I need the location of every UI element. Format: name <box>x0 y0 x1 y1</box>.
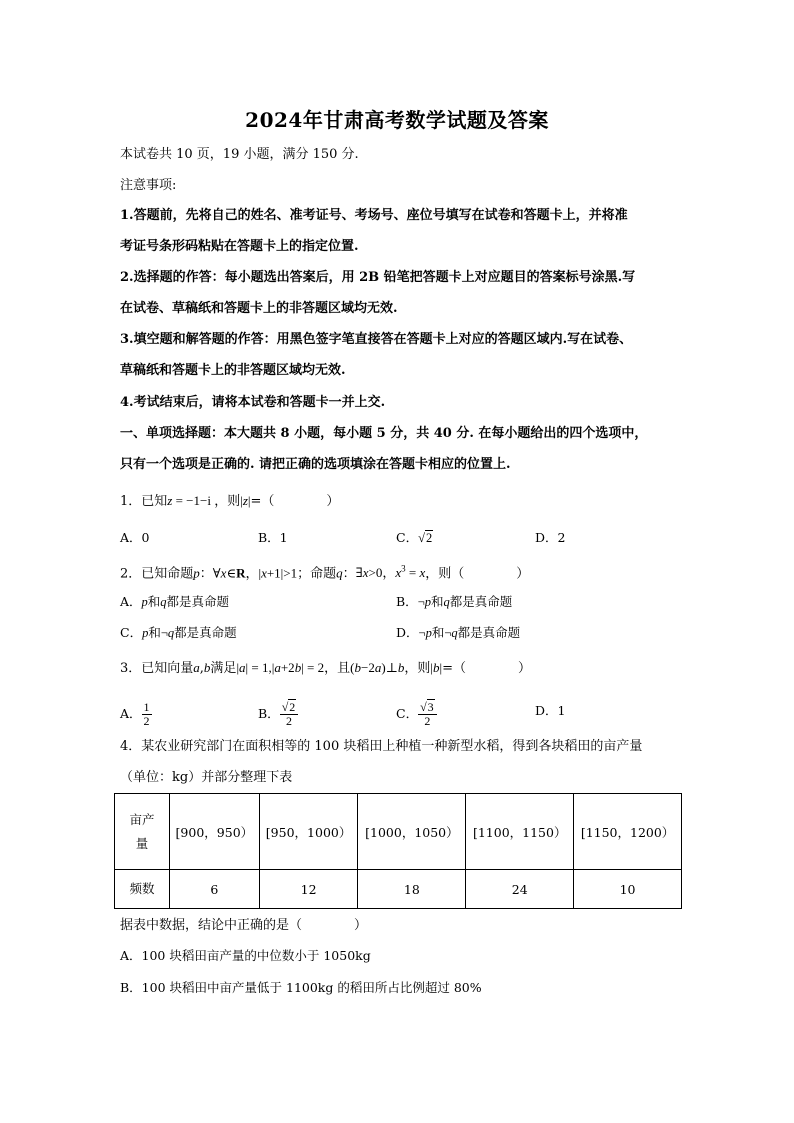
note-line: 考证号条形码粘贴在答题卡上的指定位置. <box>120 239 359 254</box>
question-1-option-c: C．√2 <box>396 530 433 545</box>
table-cell: 10 <box>574 870 682 909</box>
question-1-option-d: D．2 <box>535 530 566 545</box>
intro-text: 本试卷共 10 页，19 小题，满分 150 分. <box>120 147 359 162</box>
question-4-stem: 4．某农业研究部门在面积相等的 100 块稻田上种植一种新型水稻，得到各块稻田的亩产量 <box>120 739 643 754</box>
question-2-option-a: A．p和q都是真命题 <box>120 594 230 609</box>
page-title: 2024年甘肃高考数学试题及答案 <box>245 108 549 132</box>
yield-table <box>114 793 682 909</box>
question-2-stem: 2．已知命题p：∀x∈R，|x+1|>1；命题q：∃x>0，$x^3 = x$，则（ ） <box>120 564 530 582</box>
note-line: 在试卷、草稿纸和答题卡上的非答题区域均无效. <box>120 301 398 316</box>
question-4-option-b: B．100 块稻田中亩产量低于 1100kg 的稻田所占比例超过 80% <box>120 980 482 995</box>
question-3-option-a: A． $\frac{1}{2}$ <box>120 700 150 728</box>
question-1-option-a: A．0 <box>120 530 150 545</box>
section-heading: 一、单项选择题：本大题共 8 小题，每小题 5 分，共 40 分. 在每小题给出的四个选项中， <box>120 426 648 441</box>
section-heading: 只有一个选项是正确的. 请把正确的选项填涂在答题卡相应的位置上. <box>120 457 511 472</box>
question-2-option-b: B．¬p和q都是真命题 <box>396 594 513 609</box>
note-line: 草稿纸和答题卡上的非答题区域均无效. <box>120 363 346 378</box>
question-3-stem: 3．已知向量a,b满足|a| = 1,|a+2b| = 2，且(b−2a)⊥b，则|b|=（ ） <box>120 660 532 676</box>
table-cell: 6 <box>170 870 260 909</box>
table-cell: [1100，1150） <box>466 794 574 870</box>
note-line: 2.选择题的作答：每小题选出答案后，用 2B 铅笔把答题卡上对应题目的答案标号涂黑.写 <box>120 270 636 285</box>
table-cell: [950，1000） <box>259 794 358 870</box>
table-cell: 18 <box>358 870 466 909</box>
question-3-option-d: D．1 <box>535 703 566 718</box>
table-cell: [1000，1050） <box>358 794 466 870</box>
question-3-option-c: C． $\frac{√3}{2}$ <box>396 701 437 728</box>
question-3-option-b: B． $\frac{√2}{2}$ <box>258 701 298 728</box>
table-cell: [1150，1200） <box>574 794 682 870</box>
table-cell: [900，950） <box>170 794 260 870</box>
table-header-cell: 频数 <box>115 870 170 909</box>
notes-heading: 注意事项: <box>120 178 177 193</box>
table-header-cell: 亩产 量 <box>115 794 170 870</box>
question-4-stem: （单位：kg）并部分整理下表 <box>120 770 293 785</box>
question-1-option-b: B．1 <box>258 530 288 545</box>
table-cell: 12 <box>259 870 358 909</box>
question-2-option-d: D．¬p和¬q都是真命题 <box>396 625 521 640</box>
question-4-prompt: 据表中数据，结论中正确的是（ ） <box>120 918 368 933</box>
table-row <box>115 794 682 870</box>
question-2-option-c: C．p和¬q都是真命题 <box>120 625 237 640</box>
note-line: 4.考试结束后，请将本试卷和答题卡一并上交. <box>120 395 386 410</box>
note-line: 1.答题前，先将自己的姓名、准考证号、考场号、座位号填写在试卷和答题卡上，并将准 <box>120 208 628 223</box>
question-1-stem: 1．已知z = −1−i ，则|z|=（ ） <box>120 493 340 509</box>
table-cell: 24 <box>466 870 574 909</box>
question-4-option-a: A．100 块稻田亩产量的中位数小于 1050kg <box>120 948 371 963</box>
note-line: 3.填空题和解答题的作答：用黑色签字笔直接答在答题卡上对应的答题区域内.写在试卷、 <box>120 332 633 347</box>
table-row <box>115 870 682 909</box>
